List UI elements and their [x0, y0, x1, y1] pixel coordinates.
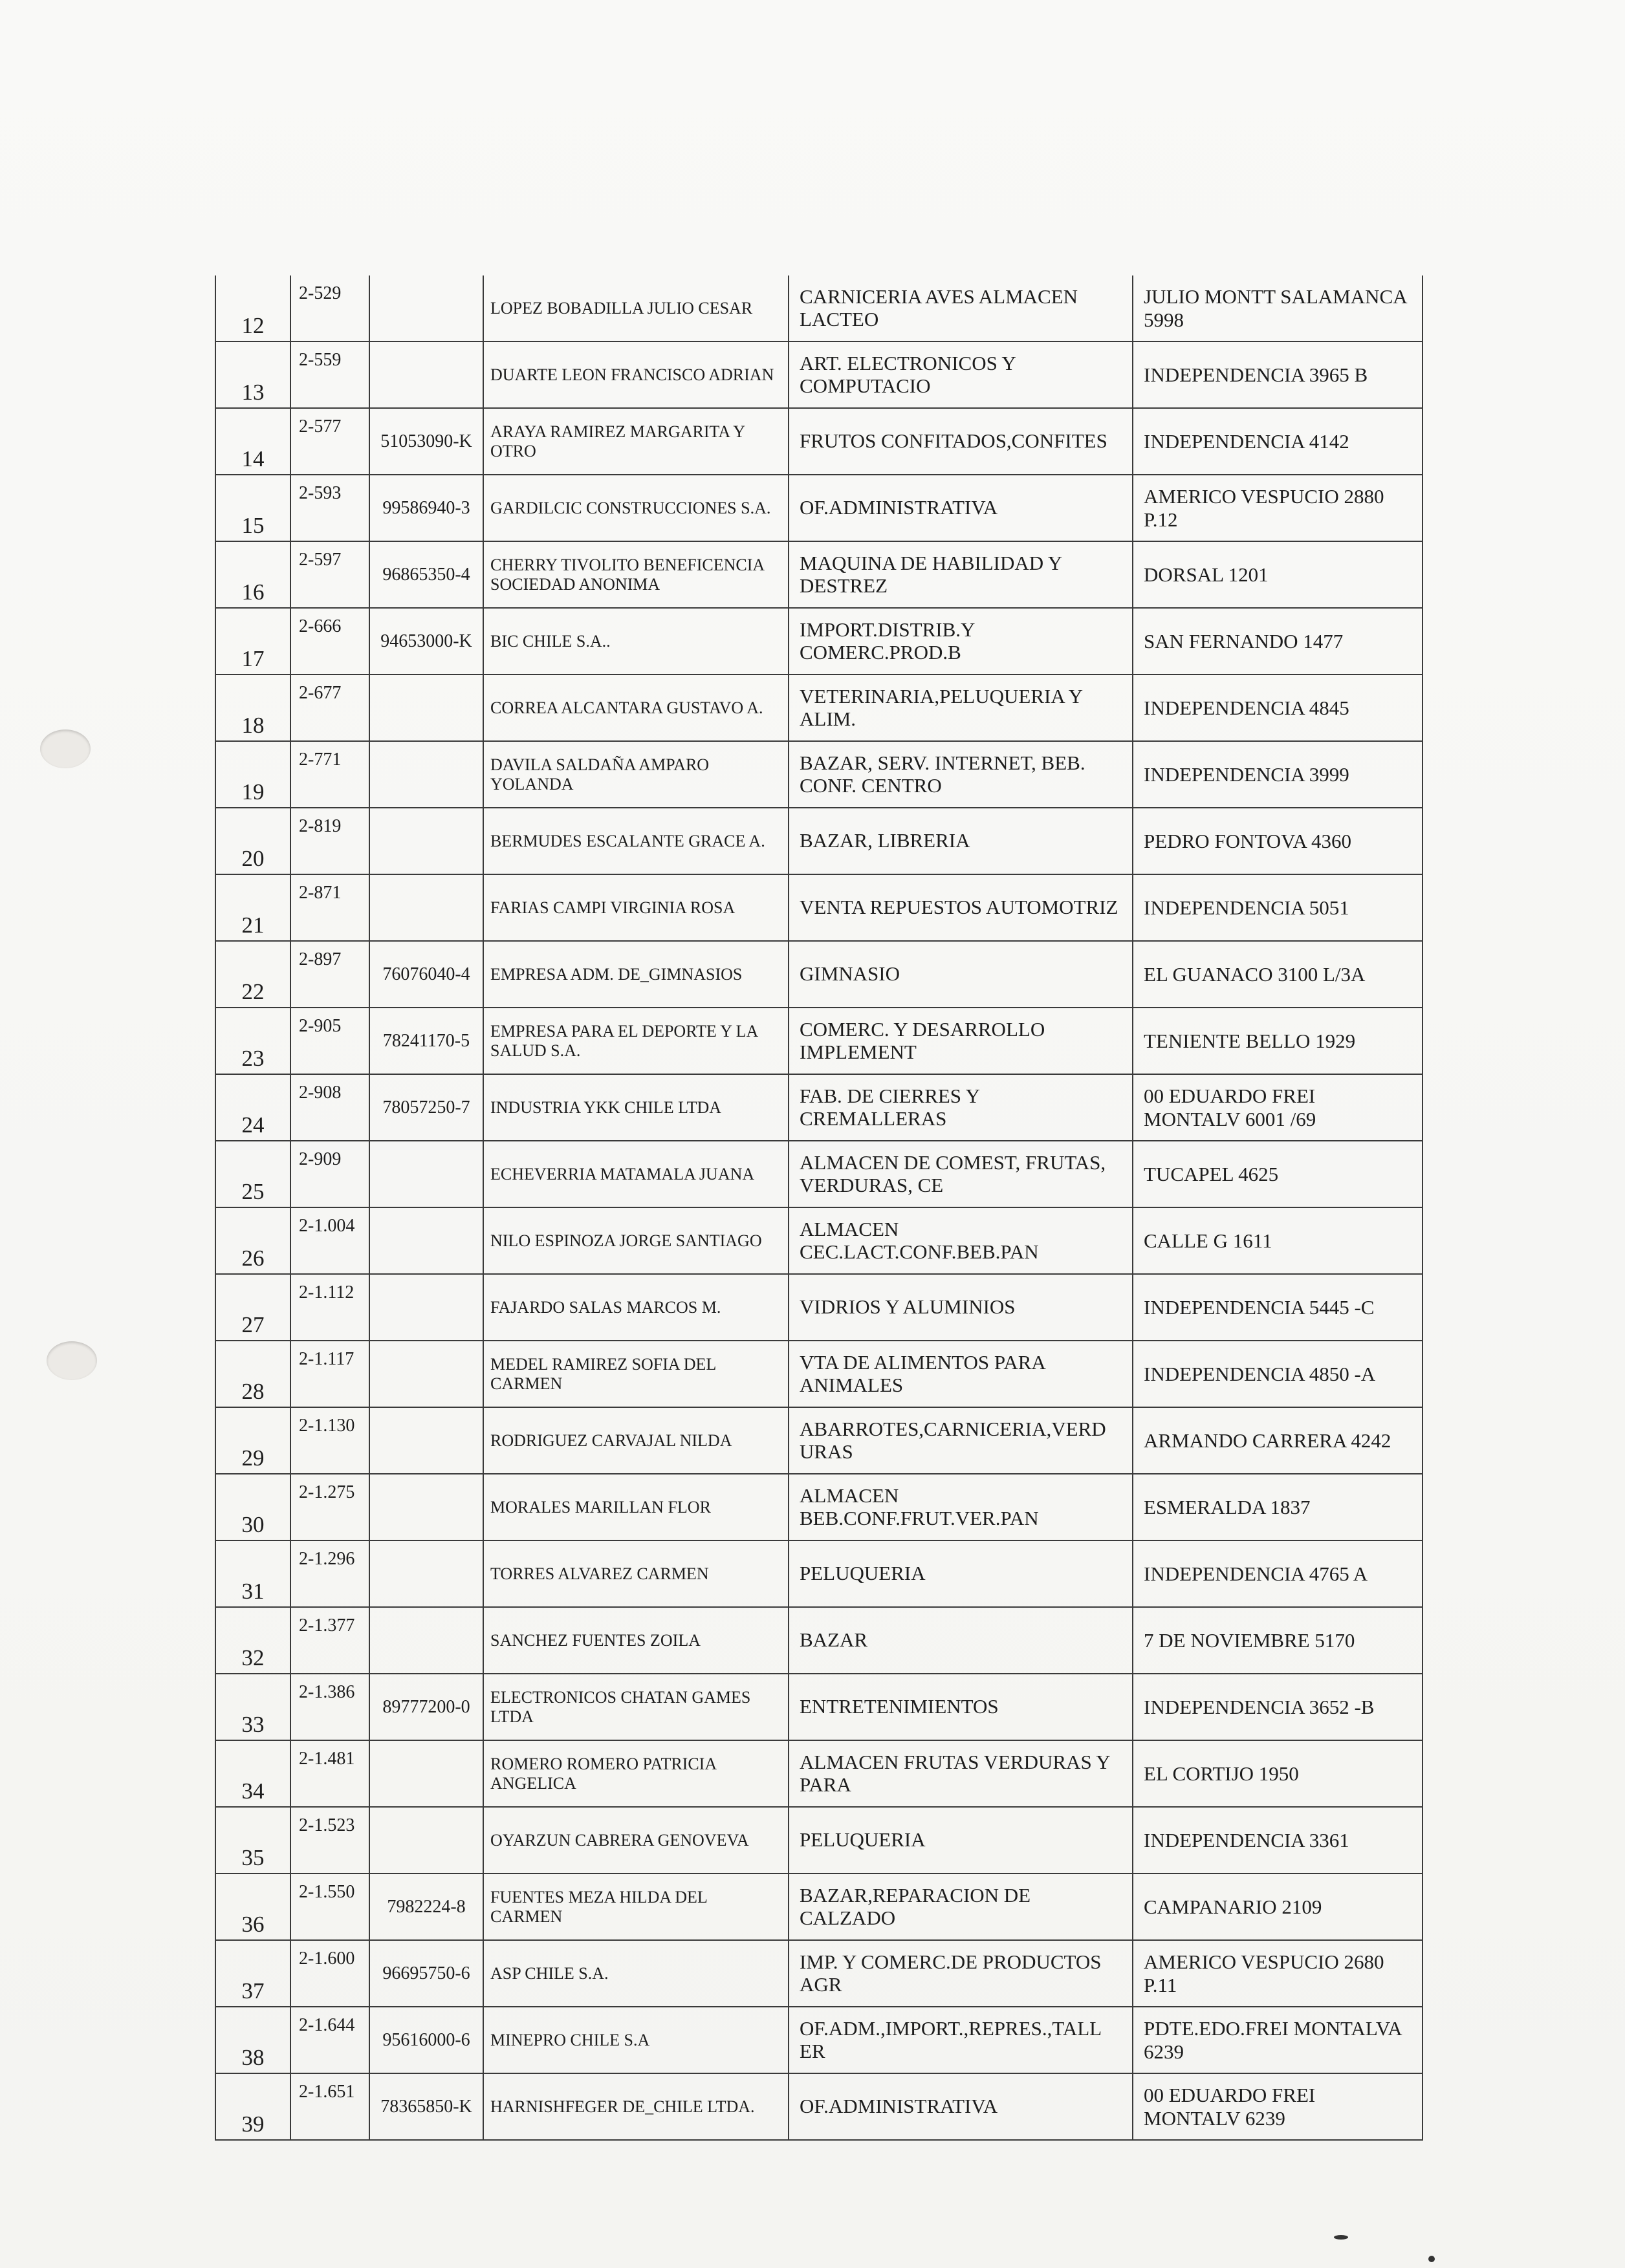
patent-code-cell: 2-593	[290, 475, 369, 541]
business-address-cell: AMERICO VESPUCIO 2880 P.12	[1133, 475, 1423, 541]
patent-code-cell: 2-1.651	[290, 2073, 369, 2140]
business-address-cell: EL GUANACO 3100 L/3A	[1133, 941, 1423, 1008]
row-number-cell: 25	[215, 1141, 290, 1207]
business-activity-cell: GIMNASIO	[789, 941, 1133, 1008]
table-row	[215, 608, 1423, 675]
business-address-cell: CALLE G 1611	[1133, 1207, 1423, 1274]
business-address-cell: JULIO MONTT SALAMANCA 5998	[1133, 275, 1423, 341]
row-number-cell: 21	[215, 874, 290, 941]
patent-code-cell: 2-577	[290, 408, 369, 475]
punch-hole-top	[40, 729, 91, 768]
business-name-cell: SANCHEZ FUENTES ZOILA	[483, 1607, 789, 1674]
business-name-cell: ECHEVERRIA MATAMALA JUANA	[483, 1141, 789, 1207]
business-name-cell: HARNISHFEGER DE_CHILE LTDA.	[483, 2073, 789, 2140]
business-activity-cell: FRUTOS CONFITADOS,CONFITES	[789, 408, 1133, 475]
row-number-cell: 24	[215, 1074, 290, 1141]
table-row	[215, 541, 1423, 608]
table-row	[215, 1207, 1423, 1274]
table-row	[215, 808, 1423, 874]
business-activity-cell: BAZAR, SERV. INTERNET, BEB. CONF. CENTRO	[789, 741, 1133, 808]
business-name-cell: ELECTRONICOS CHATAN GAMES LTDA	[483, 1674, 789, 1740]
rut-number-cell	[369, 1407, 483, 1474]
rut-number-cell: 51053090-K	[369, 408, 483, 475]
business-name-cell: EMPRESA ADM. DE_GIMNASIOS	[483, 941, 789, 1008]
table-row	[215, 1341, 1423, 1407]
business-address-cell: INDEPENDENCIA 3965 B	[1133, 341, 1423, 408]
table-row	[215, 1740, 1423, 1807]
row-number-cell: 30	[215, 1474, 290, 1540]
business-address-cell: 7 DE NOVIEMBRE 5170	[1133, 1607, 1423, 1674]
business-activity-cell: MAQUINA DE HABILIDAD Y DESTREZ	[789, 541, 1133, 608]
row-number-cell: 37	[215, 1940, 290, 2007]
business-activity-cell: CARNICERIA AVES ALMACEN LACTEO	[789, 275, 1133, 341]
table-row	[215, 341, 1423, 408]
rut-number-cell	[369, 1540, 483, 1607]
business-name-cell: BERMUDES ESCALANTE GRACE A.	[483, 808, 789, 874]
business-activity-cell: ALMACEN FRUTAS VERDURAS Y PARA	[789, 1740, 1133, 1807]
business-address-cell: PDTE.EDO.FREI MONTALVA 6239	[1133, 2007, 1423, 2073]
row-number-cell: 19	[215, 741, 290, 808]
registry-table-body	[215, 275, 1423, 2140]
patent-code-cell: 2-897	[290, 941, 369, 1008]
row-number-cell: 14	[215, 408, 290, 475]
table-row	[215, 874, 1423, 941]
business-name-cell: MINEPRO CHILE S.A	[483, 2007, 789, 2073]
patent-code-cell: 2-819	[290, 808, 369, 874]
business-activity-cell: ABARROTES,CARNICERIA,VERD URAS	[789, 1407, 1133, 1474]
patent-code-cell: 2-1.644	[290, 2007, 369, 2073]
business-address-cell: TUCAPEL 4625	[1133, 1141, 1423, 1207]
business-activity-cell: VETERINARIA,PELUQUERIA Y ALIM.	[789, 675, 1133, 741]
row-number-cell: 20	[215, 808, 290, 874]
business-address-cell: ESMERALDA 1837	[1133, 1474, 1423, 1540]
table-row	[215, 1074, 1423, 1141]
rut-number-cell	[369, 1474, 483, 1540]
rut-number-cell	[369, 1274, 483, 1341]
business-name-cell: GARDILCIC CONSTRUCCIONES S.A.	[483, 475, 789, 541]
business-address-cell: PEDRO FONTOVA 4360	[1133, 808, 1423, 874]
business-name-cell: FARIAS CAMPI VIRGINIA ROSA	[483, 874, 789, 941]
row-number-cell: 26	[215, 1207, 290, 1274]
business-name-cell: DUARTE LEON FRANCISCO ADRIAN	[483, 341, 789, 408]
scan-speck	[1428, 2256, 1435, 2262]
table-row	[215, 741, 1423, 808]
row-number-cell: 27	[215, 1274, 290, 1341]
table-row	[215, 275, 1423, 341]
business-address-cell: INDEPENDENCIA 4765 A	[1133, 1540, 1423, 1607]
rut-number-cell	[369, 675, 483, 741]
patent-code-cell: 2-1.296	[290, 1540, 369, 1607]
business-name-cell: NILO ESPINOZA JORGE SANTIAGO	[483, 1207, 789, 1274]
business-name-cell: TORRES ALVAREZ CARMEN	[483, 1540, 789, 1607]
rut-number-cell: 78365850-K	[369, 2073, 483, 2140]
table-row	[215, 941, 1423, 1008]
table-row	[215, 1474, 1423, 1540]
table-row	[215, 408, 1423, 475]
patent-code-cell: 2-871	[290, 874, 369, 941]
patent-code-cell: 2-666	[290, 608, 369, 675]
business-activity-cell: BAZAR	[789, 1607, 1133, 1674]
patent-code-cell: 2-1.386	[290, 1674, 369, 1740]
business-activity-cell: ALMACEN BEB.CONF.FRUT.VER.PAN	[789, 1474, 1133, 1540]
business-address-cell: INDEPENDENCIA 4850 -A	[1133, 1341, 1423, 1407]
table-row	[215, 1540, 1423, 1607]
row-number-cell: 33	[215, 1674, 290, 1740]
patent-code-cell: 2-909	[290, 1141, 369, 1207]
row-number-cell: 15	[215, 475, 290, 541]
row-number-cell: 32	[215, 1607, 290, 1674]
business-activity-cell: PELUQUERIA	[789, 1807, 1133, 1874]
business-address-cell: AMERICO VESPUCIO 2680 P.11	[1133, 1940, 1423, 2007]
business-name-cell: ROMERO ROMERO PATRICIA ANGELICA	[483, 1740, 789, 1807]
business-name-cell: EMPRESA PARA EL DEPORTE Y LA SALUD S.A.	[483, 1008, 789, 1074]
business-address-cell: INDEPENDENCIA 5445 -C	[1133, 1274, 1423, 1341]
business-activity-cell: ALMACEN DE COMEST, FRUTAS, VERDURAS, CE	[789, 1141, 1133, 1207]
business-activity-cell: OF.ADM.,IMPORT.,REPRES.,TALL ER	[789, 2007, 1133, 2073]
table-row	[215, 675, 1423, 741]
business-name-cell: RODRIGUEZ CARVAJAL NILDA	[483, 1407, 789, 1474]
row-number-cell: 17	[215, 608, 290, 675]
punch-hole-bottom	[47, 1341, 97, 1380]
rut-number-cell	[369, 1607, 483, 1674]
rut-number-cell	[369, 1341, 483, 1407]
business-activity-cell: IMPORT.DISTRIB.Y COMERC.PROD.B	[789, 608, 1133, 675]
business-address-cell: CAMPANARIO 2109	[1133, 1874, 1423, 1940]
scan-speck	[1334, 2235, 1348, 2240]
rut-number-cell	[369, 741, 483, 808]
business-name-cell: FUENTES MEZA HILDA DEL CARMEN	[483, 1874, 789, 1940]
rut-number-cell: 89777200-0	[369, 1674, 483, 1740]
patent-code-cell: 2-1.377	[290, 1607, 369, 1674]
row-number-cell: 31	[215, 1540, 290, 1607]
row-number-cell: 35	[215, 1807, 290, 1874]
business-activity-cell: COMERC. Y DESARROLLO IMPLEMENT	[789, 1008, 1133, 1074]
table-row	[215, 1607, 1423, 1674]
business-address-cell: INDEPENDENCIA 4845	[1133, 675, 1423, 741]
table-row	[215, 2073, 1423, 2140]
business-name-cell: ARAYA RAMIREZ MARGARITA Y OTRO	[483, 408, 789, 475]
patent-code-cell: 2-597	[290, 541, 369, 608]
business-name-cell: INDUSTRIA YKK CHILE LTDA	[483, 1074, 789, 1141]
row-number-cell: 39	[215, 2073, 290, 2140]
rut-number-cell: 7982224-8	[369, 1874, 483, 1940]
rut-number-cell: 76076040-4	[369, 941, 483, 1008]
rut-number-cell: 95616000-6	[369, 2007, 483, 2073]
business-address-cell: DORSAL 1201	[1133, 541, 1423, 608]
patent-code-cell: 2-1.112	[290, 1274, 369, 1341]
table-row	[215, 2007, 1423, 2073]
table-row	[215, 1874, 1423, 1940]
business-name-cell: ASP CHILE S.A.	[483, 1940, 789, 2007]
business-activity-cell: OF.ADMINISTRATIVA	[789, 475, 1133, 541]
business-activity-cell: VTA DE ALIMENTOS PARA ANIMALES	[789, 1341, 1133, 1407]
business-name-cell: OYARZUN CABRERA GENOVEVA	[483, 1807, 789, 1874]
rut-number-cell	[369, 275, 483, 341]
business-name-cell: MORALES MARILLAN FLOR	[483, 1474, 789, 1540]
business-address-cell: ARMANDO CARRERA 4242	[1133, 1407, 1423, 1474]
row-number-cell: 34	[215, 1740, 290, 1807]
table-row	[215, 1407, 1423, 1474]
table-row	[215, 1940, 1423, 2007]
rut-number-cell	[369, 1141, 483, 1207]
row-number-cell: 13	[215, 341, 290, 408]
business-address-cell: INDEPENDENCIA 3652 -B	[1133, 1674, 1423, 1740]
business-address-cell: 00 EDUARDO FREI MONTALV 6001 /69	[1133, 1074, 1423, 1141]
business-address-cell: INDEPENDENCIA 5051	[1133, 874, 1423, 941]
rut-number-cell: 96695750-6	[369, 1940, 483, 2007]
rut-number-cell: 94653000-K	[369, 608, 483, 675]
rut-number-cell	[369, 808, 483, 874]
row-number-cell: 18	[215, 675, 290, 741]
patent-code-cell: 2-1.004	[290, 1207, 369, 1274]
rut-number-cell: 78241170-5	[369, 1008, 483, 1074]
rut-number-cell	[369, 874, 483, 941]
business-address-cell: SAN FERNANDO 1477	[1133, 608, 1423, 675]
row-number-cell: 28	[215, 1341, 290, 1407]
table-row	[215, 1141, 1423, 1207]
business-registry-table	[215, 275, 1423, 2141]
patent-code-cell: 2-1.600	[290, 1940, 369, 2007]
business-activity-cell: PELUQUERIA	[789, 1540, 1133, 1607]
business-name-cell: CHERRY TIVOLITO BENEFICENCIA SOCIEDAD ANONIMA	[483, 541, 789, 608]
table-row	[215, 1008, 1423, 1074]
table-row	[215, 475, 1423, 541]
patent-code-cell: 2-559	[290, 341, 369, 408]
table-row	[215, 1674, 1423, 1740]
patent-code-cell: 2-529	[290, 275, 369, 341]
business-name-cell: CORREA ALCANTARA GUSTAVO A.	[483, 675, 789, 741]
business-activity-cell: ART. ELECTRONICOS Y COMPUTACIO	[789, 341, 1133, 408]
business-address-cell: 00 EDUARDO FREI MONTALV 6239	[1133, 2073, 1423, 2140]
patent-code-cell: 2-1.275	[290, 1474, 369, 1540]
business-address-cell: EL CORTIJO 1950	[1133, 1740, 1423, 1807]
patent-code-cell: 2-677	[290, 675, 369, 741]
table-row	[215, 1274, 1423, 1341]
business-name-cell: MEDEL RAMIREZ SOFIA DEL CARMEN	[483, 1341, 789, 1407]
rut-number-cell	[369, 1207, 483, 1274]
business-address-cell: INDEPENDENCIA 4142	[1133, 408, 1423, 475]
row-number-cell: 22	[215, 941, 290, 1008]
patent-code-cell: 2-1.523	[290, 1807, 369, 1874]
business-address-cell: INDEPENDENCIA 3361	[1133, 1807, 1423, 1874]
row-number-cell: 38	[215, 2007, 290, 2073]
business-activity-cell: VENTA REPUESTOS AUTOMOTRIZ	[789, 874, 1133, 941]
business-activity-cell: ALMACEN CEC.LACT.CONF.BEB.PAN	[789, 1207, 1133, 1274]
business-name-cell: FAJARDO SALAS MARCOS M.	[483, 1274, 789, 1341]
business-activity-cell: ENTRETENIMIENTOS	[789, 1674, 1133, 1740]
rut-number-cell: 96865350-4	[369, 541, 483, 608]
row-number-cell: 29	[215, 1407, 290, 1474]
patent-code-cell: 2-1.130	[290, 1407, 369, 1474]
patent-code-cell: 2-908	[290, 1074, 369, 1141]
business-activity-cell: IMP. Y COMERC.DE PRODUCTOS AGR	[789, 1940, 1133, 2007]
business-activity-cell: OF.ADMINISTRATIVA	[789, 2073, 1133, 2140]
business-activity-cell: BAZAR,REPARACION DE CALZADO	[789, 1874, 1133, 1940]
table-row	[215, 1807, 1423, 1874]
business-address-cell: TENIENTE BELLO 1929	[1133, 1008, 1423, 1074]
business-activity-cell: FAB. DE CIERRES Y CREMALLERAS	[789, 1074, 1133, 1141]
rut-number-cell	[369, 1740, 483, 1807]
business-activity-cell: VIDRIOS Y ALUMINIOS	[789, 1274, 1133, 1341]
rut-number-cell: 99586940-3	[369, 475, 483, 541]
business-activity-cell: BAZAR, LIBRERIA	[789, 808, 1133, 874]
patent-code-cell: 2-1.550	[290, 1874, 369, 1940]
rut-number-cell	[369, 341, 483, 408]
row-number-cell: 16	[215, 541, 290, 608]
business-name-cell: DAVILA SALDAÑA AMPARO YOLANDA	[483, 741, 789, 808]
patent-code-cell: 2-1.117	[290, 1341, 369, 1407]
patent-code-cell: 2-905	[290, 1008, 369, 1074]
row-number-cell: 12	[215, 275, 290, 341]
business-address-cell: INDEPENDENCIA 3999	[1133, 741, 1423, 808]
row-number-cell: 23	[215, 1008, 290, 1074]
business-name-cell: BIC CHILE S.A..	[483, 608, 789, 675]
row-number-cell: 36	[215, 1874, 290, 1940]
rut-number-cell	[369, 1807, 483, 1874]
business-name-cell: LOPEZ BOBADILLA JULIO CESAR	[483, 275, 789, 341]
patent-code-cell: 2-1.481	[290, 1740, 369, 1807]
patent-code-cell: 2-771	[290, 741, 369, 808]
rut-number-cell: 78057250-7	[369, 1074, 483, 1141]
